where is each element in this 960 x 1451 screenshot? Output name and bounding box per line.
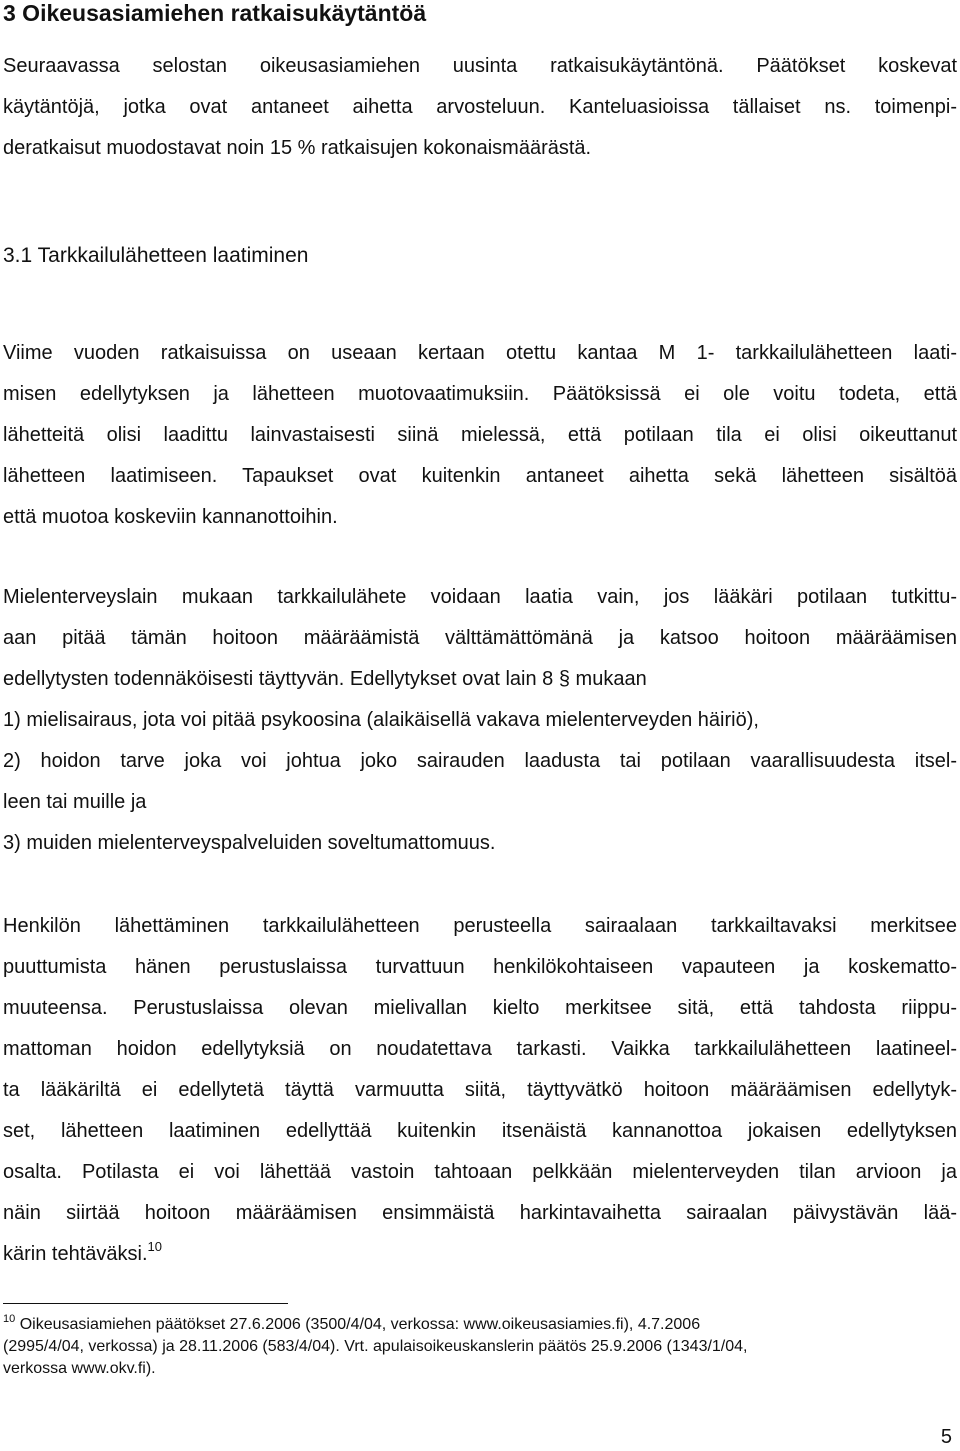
paragraph-referral-practice <box>3 333 957 538</box>
paragraph-line: deratkaisut muodostavat noin 15 % ratkaisujen kokonaismäärästä. <box>3 137 592 159</box>
paragraph-line: 3) muiden mielenterveyspalveluiden soveltumattomuus. <box>3 832 496 854</box>
footnote-text: Oikeusasiamiehen päätökset 27.6.2006 (3500/4/04, verkossa: www.oikeusasiamies.fi), 4.7.2006 <box>19 1316 701 1333</box>
paragraph-line: leen tai muille ja <box>3 791 147 813</box>
paragraph-line: Seuraavassa selostan oikeusasiamiehen uusinta ratkaisukäytäntönä. Päätökset koskevat <box>3 55 957 77</box>
footnote <box>3 1314 943 1380</box>
paragraph-line: käytäntöjä, jotka ovat antaneet aihetta arvosteluun. Kanteluasioissa tällaiset ns. toimenpi- <box>3 96 957 118</box>
paragraph-line: 1) mielisairaus, jota voi pitää psykoosina (alaikäisellä vakava mielenterveyden häiriö), <box>3 709 759 731</box>
paragraph-line: mattoman hoidon edellytyksiä on noudatettava tarkasti. Vaikka tarkkailulähetteen laatineel- <box>3 1038 957 1060</box>
paragraph-line: Viime vuoden ratkaisuissa on useaan kertaan otettu kantaa M 1- tarkkailulähetteen laati- <box>3 342 957 364</box>
paragraph-line: osalta. Potilasta ei voi lähettää vastoin tahtoaan pelkkään mielenterveyden tilan arvioon ja <box>3 1161 957 1183</box>
paragraph-line: muuteensa. Perustuslaissa olevan mielivallan kielto merkitsee sitä, että tahdosta riippu- <box>3 997 957 1019</box>
paragraph-personal-liberty <box>3 906 957 1275</box>
paragraph-line: Mielenterveyslain mukaan tarkkailulähete voidaan laatia vain, jos lääkäri potilaan tutkittu- <box>3 586 957 608</box>
paragraph-line: näin siirtää hoitoon määräämisen ensimmäistä harkintavaihetta sairaalan päivystävän lää- <box>3 1202 957 1224</box>
intro-paragraph <box>3 46 957 169</box>
paragraph-line: lähetteen laatimiseen. Tapaukset ovat kuitenkin antaneet aihetta sekä lähetteen sisältöä <box>3 465 957 487</box>
subsection-heading: 3.1 Tarkkailulähetteen laatiminen <box>3 244 309 267</box>
paragraph-line: set, lähetteen laatiminen edellyttää kuitenkin itsenäistä kannanottoa jokaisen edellytyksen <box>3 1120 957 1142</box>
page-number: 5 <box>940 1426 952 1448</box>
paragraph-line: että muotoa koskeviin kannanottoihin. <box>3 506 338 528</box>
paragraph-mental-health-act <box>3 577 957 864</box>
paragraph-line: lähetteitä olisi laadittu lainvastaisesti siinä mielessä, että potilaan tila ei olisi oikeuttanut <box>3 424 957 446</box>
footnote-separator <box>3 1303 288 1304</box>
paragraph-line: edellytysten todennäköisesti täyttyvän. Edellytykset ovat lain 8 § mukaan <box>3 668 647 690</box>
paragraph-line: aan pitää tämän hoitoon määräämistä välttämättömänä ja katsoo hoitoon määräämisen <box>3 627 957 649</box>
paragraph-line: ta lääkäriltä ei edellytetä täyttä varmuutta siitä, täyttyvätkö hoitoon määräämisen edellytyk- <box>3 1079 957 1101</box>
paragraph-line: misen edellytyksen ja lähetteen muotovaatimuksiin. Päätöksissä ei ole voitu todeta, että <box>3 383 957 405</box>
paragraph-line-text: kärin tehtäväksi. <box>3 1243 148 1265</box>
paragraph-line: puuttumista hänen perustuslaissa turvattuun henkilökohtaiseen vapauteen ja koskematto- <box>3 956 957 978</box>
footnote-reference[interactable]: 10 <box>147 1239 162 1254</box>
paragraph-line: Henkilön lähettäminen tarkkailulähetteen perusteella sairaalaan tarkkailtavaksi merkitsee <box>3 915 957 937</box>
paragraph-line-last <box>3 1234 957 1275</box>
footnote-number: 10 <box>3 1313 16 1325</box>
footnote-line <box>3 1314 943 1336</box>
section-heading: 3 Oikeusasiamiehen ratkaisukäytäntöä <box>3 0 427 26</box>
footnote-line: (2995/4/04, verkossa) ja 28.11.2006 (583/4/04). Vrt. apulaisoikeuskanslerin päätös 25.9.2006 (1343/1/04, <box>3 1338 748 1355</box>
footnote-line: verkossa www.okv.fi). <box>3 1360 156 1377</box>
paragraph-line: 2) hoidon tarve joka voi johtua joko sairauden laadusta tai potilaan vaarallisuudesta itsel- <box>3 750 957 772</box>
